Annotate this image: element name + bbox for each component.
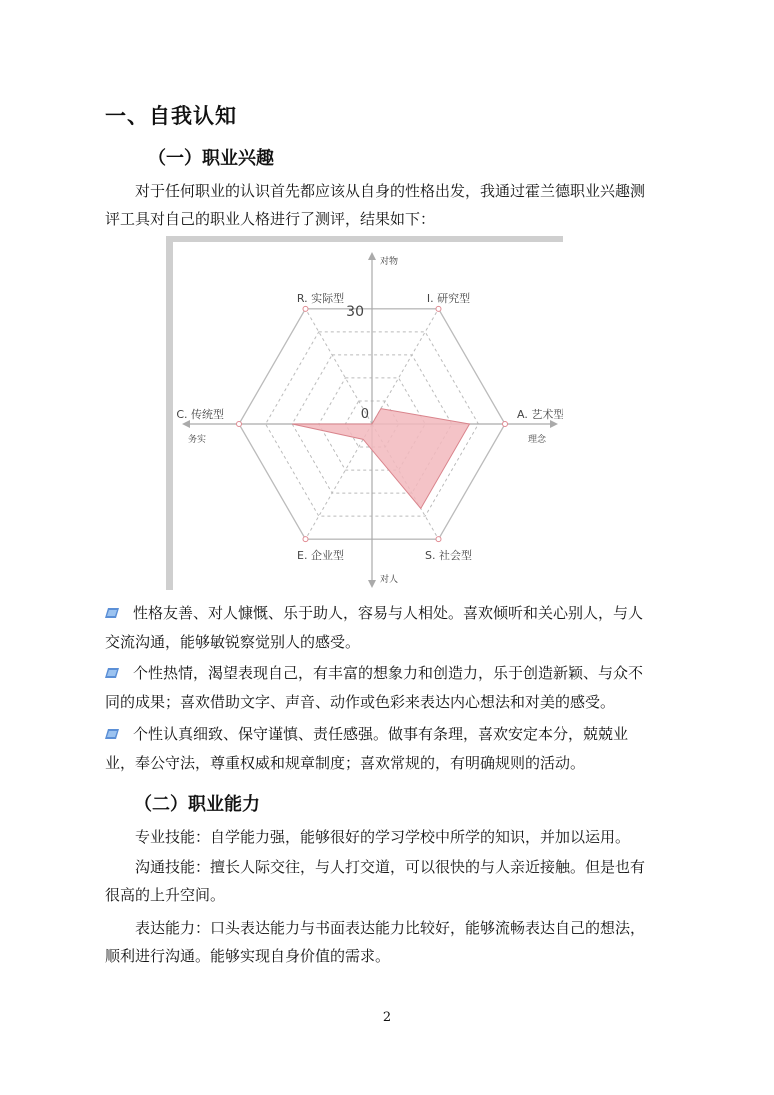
axis-label-top: 对物 [380,257,399,267]
ability-paragraph-3 [105,914,671,970]
ability-paragraph-1 [105,823,671,851]
bullet-1-line-2: 交流沟通，能够敏锐察觉别人的感受。 [105,633,361,651]
radar-spoke [306,424,373,539]
radar-category-label: E. 企业型 [297,549,344,563]
ability-p1-line: 专业技能：自学能力强，能够很好的学习学校中所学的知识，并加以运用。 [135,828,631,846]
bullet-item-3 [105,720,671,778]
radar-category-label: I. 研究型 [426,291,471,305]
radar-vertex-dot [436,537,441,542]
ability-p2-line-1: 沟通技能：擅长人际交往，与人打交道，可以很快的与人亲近接触。但是也有 [135,858,646,876]
arrow-down-icon [368,580,376,588]
radar-category-label: R. 实际型 [296,291,345,305]
radar-category-label: C. 传统型 [176,408,224,421]
bullet-3-line-1: 个性认真细致、保守谨慎、责任感强。做事有条理，喜欢安定本分，兢兢业 [133,725,629,743]
radar-vertex-dot [303,306,308,311]
scale-max-label: 30 [346,304,364,320]
radar-vertex-dot [303,537,308,542]
radar-category-label: A. 艺术型 [517,408,563,421]
arrow-left-icon [182,420,190,428]
bullet-2-line-2: 同的成果；喜欢借助文字、声音、动作或色彩来表达内心想法和对美的感受。 [105,693,616,711]
radar-vertex-dot [503,422,508,427]
radar-spoke [372,309,439,424]
radar-category-label: S. 社会型 [425,549,472,563]
radar-chart [166,236,563,590]
bullet-item-1 [105,599,671,657]
bullet-icon [105,728,119,740]
intro-line-1: 对于任何职业的认识首先都应该从自身的性格出发，我通过霍兰德职业兴趣测 [135,182,646,200]
axis-label-left: 务实 [188,435,207,445]
intro-paragraph [105,177,671,233]
ability-paragraph-2 [105,853,671,909]
bullet-1-line-1: 性格友善、对人慷慨、乐于助人，容易与人相处。喜欢倾听和关心别人，与人 [133,604,644,622]
section-title-career-interest: （一）职业兴趣 [148,148,274,169]
scale-zero-label: 0 [360,407,369,422]
ability-p3-line-1: 表达能力：口头表达能力与书面表达能力比较好，能够流畅表达自己的想法， [135,919,646,937]
axis-label-right: 理念 [527,435,546,445]
intro-line-2: 评工具对自己的职业人格进行了测评，结果如下： [105,210,436,228]
bullet-2-line-1: 个性热情，渴望表现自己，有丰富的想象力和创造力，乐于创造新颖、与众不 [133,664,644,682]
radar-vertex-dot [436,306,441,311]
radar-vertex-dot [237,422,242,427]
axis-label-bottom: 对人 [380,575,399,585]
ability-p2-line-2: 很高的上升空间。 [105,886,226,904]
page-number: 2 [382,1010,392,1025]
figure-frame-top [166,236,563,242]
bullet-3-line-2: 业，奉公守法，尊重权威和规章制度；喜欢常规的，有明确规则的活动。 [105,754,586,772]
radar-axes [182,252,558,588]
holland-radar-figure [166,236,563,590]
section-title-career-ability: （二）职业能力 [134,794,260,815]
figure-frame-left [166,236,173,590]
bullet-item-2 [105,659,671,717]
heading-self-awareness: 一、自我认知 [105,104,237,128]
bullet-icon [105,667,119,679]
radar-labels [176,255,563,585]
arrow-right-icon [550,420,558,428]
ability-p3-line-2: 顺利进行沟通。能够实现自身价值的需求。 [105,947,391,965]
bullet-icon [105,607,119,619]
arrow-up-icon [368,252,376,260]
